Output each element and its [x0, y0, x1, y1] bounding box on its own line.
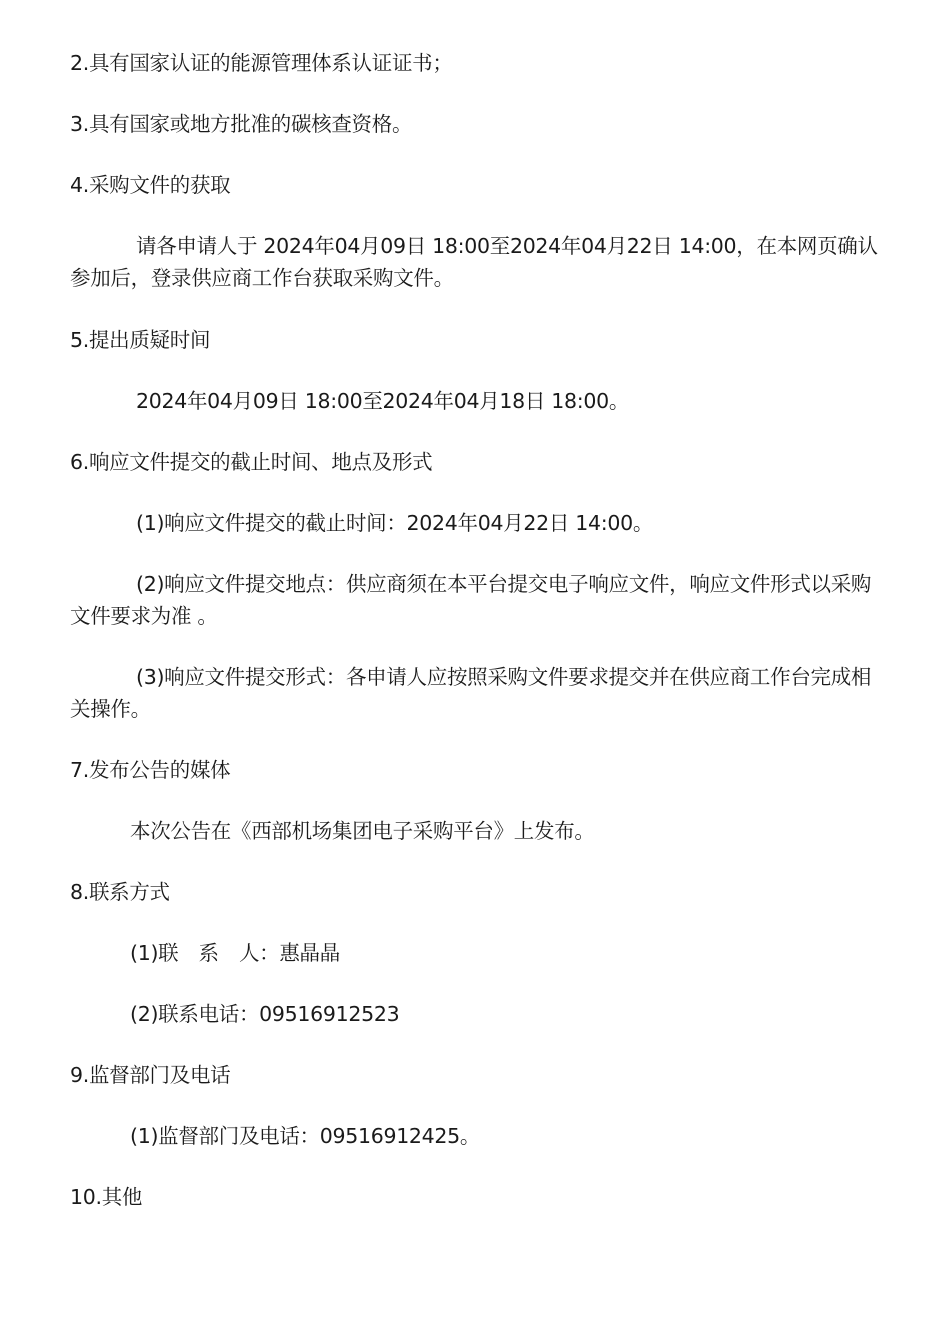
section-5-heading: 5.提出质疑时间	[70, 328, 211, 352]
section-6-heading: 6.响应文件提交的截止时间、地点及形式	[70, 450, 433, 474]
section-5-paragraph: 2024年04月09日 18:00至2024年04月18日 18:00。	[136, 389, 630, 413]
contact-phone: (2)联系电话：09516912523	[130, 1002, 400, 1026]
section-8-heading: 8.联系方式	[70, 880, 170, 904]
section-4-paragraph: 请各申请人于 2024年04月09日 18:00至2024年04月22日 14:00，在本网页确认参加后，登录供应商工作台获取采购文件。	[70, 234, 878, 290]
supervision-phone: (1)监督部门及电话：09516912425。	[130, 1124, 481, 1148]
contact-person: (1)联 系 人：惠晶晶	[130, 941, 340, 965]
section-4-heading: 4.采购文件的获取	[70, 173, 231, 197]
section-10-heading: 10.其他	[70, 1185, 143, 1209]
section-7-paragraph: 本次公告在《西部机场集团电子采购平台》上发布。	[130, 819, 595, 843]
section-7-heading: 7.发布公告的媒体	[70, 758, 231, 782]
section-6-item-3: (3)响应文件提交形式：各申请人应按照采购文件要求提交并在供应商工作台完成相关操作。	[70, 665, 872, 721]
item-2-text: 2.具有国家认证的能源管理体系认证证书；	[70, 51, 453, 75]
item-3-text: 3.具有国家或地方批准的碳核查资格。	[70, 112, 413, 136]
section-6-item-2: (2)响应文件提交地点：供应商须在本平台提交电子响应文件，响应文件形式以采购文件要求为准 。	[70, 572, 872, 628]
section-6-item-1: (1)响应文件提交的截止时间：2024年04月22日 14:00。	[136, 511, 654, 535]
section-9-heading: 9.监督部门及电话	[70, 1063, 231, 1087]
